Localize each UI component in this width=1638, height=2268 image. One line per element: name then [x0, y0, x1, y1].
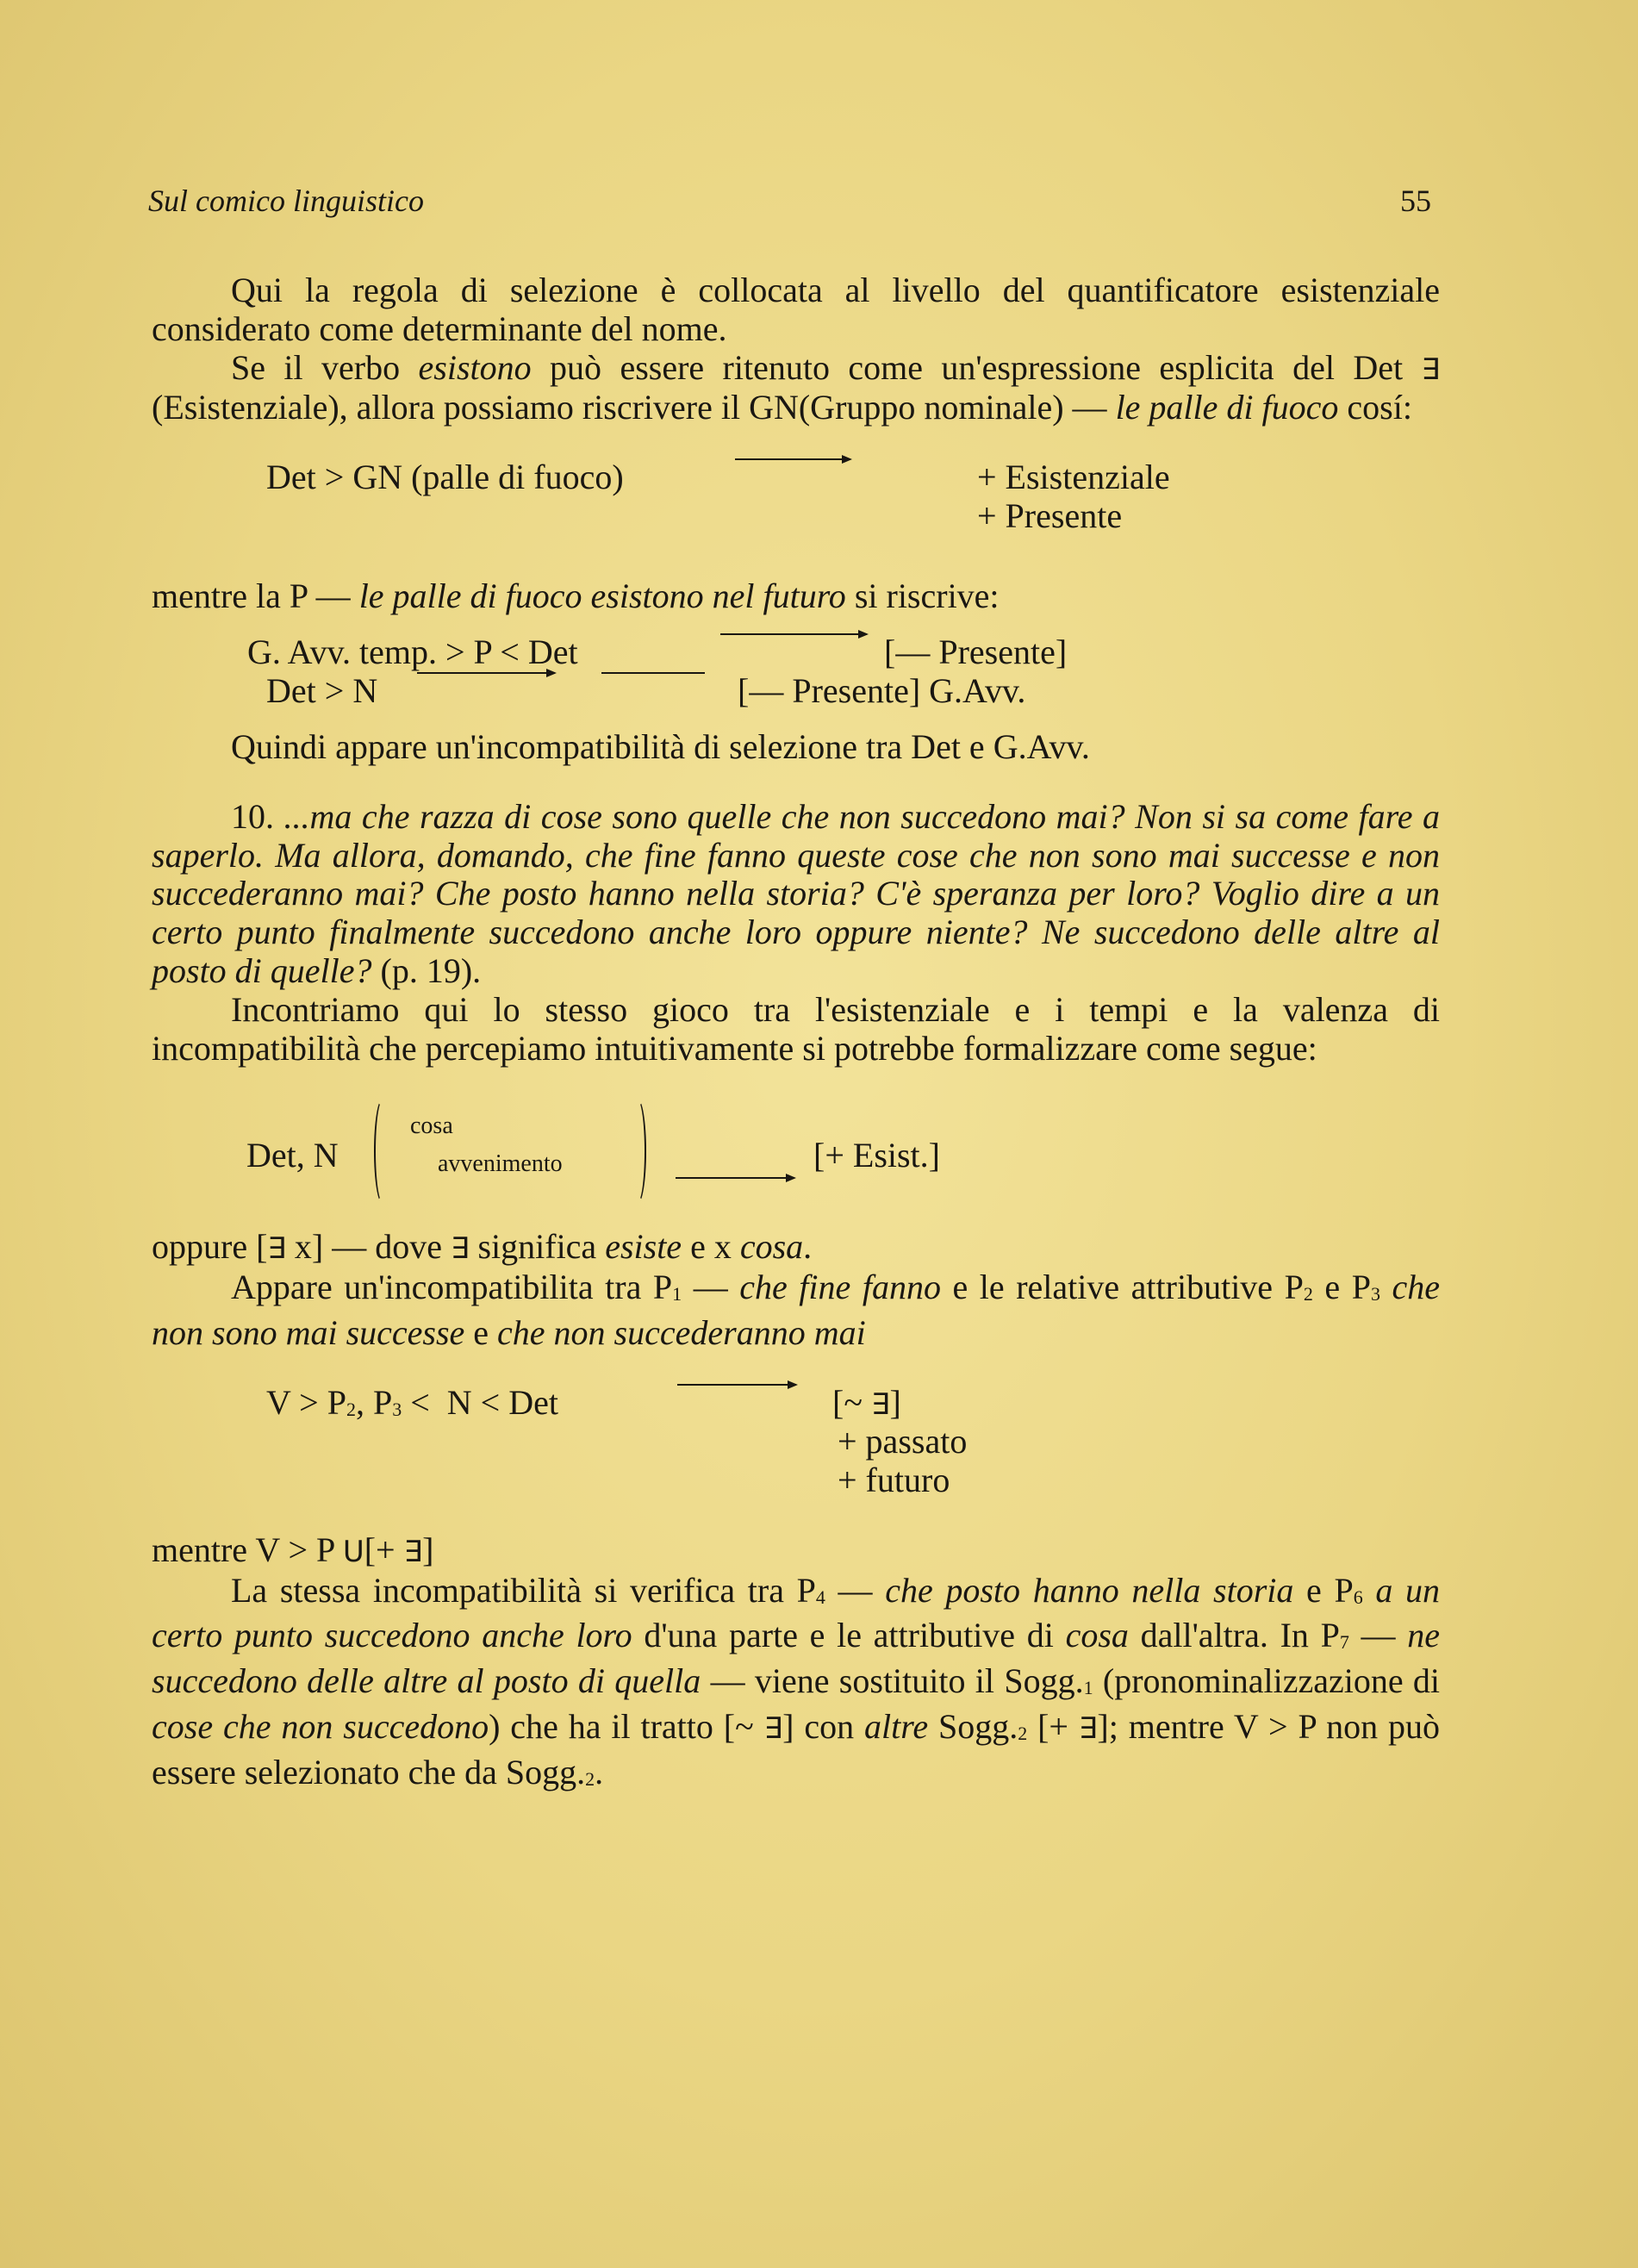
existential-symbol: ∃: [870, 1386, 890, 1422]
paragraph-5: 10. ...ma che razza di cose sono quelle che non succedono mai? Non si sa come fare a saperlo. Ma allora, domando, che fine fanno queste cose che non sono mai successe e non succederanno mai? Che posto hanno nella storia? C'è speranza per loro? Voglio dire a un certo punto finalmente succedono anche loro oppure niente? Ne succedono delle altre al posto di quelle? (p. 19).: [152, 796, 1441, 990]
formula-2-row-2-left: Det > N: [266, 670, 378, 710]
page-number: 55: [1400, 184, 1431, 218]
formula-2: [152, 633, 1440, 711]
paragraph-7: oppure [∃ x] — dove ∃ significa esiste e x cosa.: [152, 1227, 813, 1267]
paragraph-9: mentre V > P U[+ ∃]: [152, 1530, 434, 1569]
running-title: Sul comico linguistico: [148, 184, 424, 218]
paragraph-8: Appare un'incompatibilita tra P1 — che fine fanno e le relative attributive P2 e P3 che non sono mai successe e che non succederanno mai: [152, 1268, 1441, 1352]
formula-1: [152, 458, 1440, 536]
formula-4-right-1: [~ ∃]: [832, 1382, 901, 1422]
existential-symbol: ∃: [763, 1710, 783, 1746]
formula-2-row-1-left: G. Avv. temp. > P < Det: [247, 632, 578, 671]
existential-symbol: ∃: [450, 1231, 470, 1267]
formula-2-row-1-right: [— Presente]: [884, 632, 1068, 671]
quotation: ...ma che razza di cose sono quelle che non succedono mai? Non si sa come fare a saperlo. Ma allora, domando, che fine fanno queste cose che non sono mai successe e non succederanno mai? Che posto hanno nella storia? C'è speranza per loro? Voglio dire a un certo punto finalmente succedono anche loro oppure niente? Ne succedono delle altre al posto di quelle?: [152, 796, 1441, 990]
right-parenthesis: [629, 1099, 646, 1204]
formula-3: [152, 1099, 1440, 1211]
formula-3-left: Det, N: [246, 1136, 339, 1175]
formula-4: [152, 1384, 1440, 1500]
paragraph-1: Qui la regola di selezione è collocata al livello del quantificatore esistenziale considerato come determinante del nome.: [152, 271, 1440, 348]
paragraph-4: Quindi appare un'incompatibilità di selezione tra Det e G.Avv.: [231, 726, 1090, 766]
dash-line: [601, 672, 705, 674]
union-symbol: U: [342, 1534, 364, 1569]
left-parenthesis: [374, 1099, 391, 1204]
formula-2-row-2-right: [— Presente] G.Avv.: [738, 670, 1026, 710]
paragraph-3: mentre la P — le palle di fuoco esistono nel futuro si riscrive:: [152, 576, 1000, 616]
arrow: [720, 633, 867, 635]
formula-4-right-2: + passato: [838, 1421, 968, 1461]
formula-4-left: V > P2, P3 < N < Det: [266, 1382, 558, 1422]
page-body: [152, 271, 1440, 1799]
formula-3-top: cosa: [410, 1112, 453, 1140]
formula-4-right-3: + futuro: [838, 1460, 950, 1499]
paragraph-6: Incontriamo qui lo stesso gioco tra l'esistenziale e i tempi e la valenza di incompatibilità che percepiamo intuitivamente si potrebbe formalizzare come segue:: [152, 989, 1440, 1068]
arrow: [417, 672, 555, 674]
paragraph-10: La stessa incompatibilità si verifica tra P4 — che posto hanno nella storia e P6 a un certo punto succedono anche loro d'una parte e le attributive di cosa dall'altra. In P7 — ne succedono delle altre al posto di quella — viene sostituito il Sogg.1 (pronominalizzazione di cose che non succedono) che ha il tratto [~ ∃] con altre Sogg.2 [+ ∃]; mentre V > P non può essere selezionato che da Sogg.2.: [152, 1570, 1441, 1791]
arrow: [677, 1384, 796, 1386]
existential-symbol: ∃: [403, 1534, 423, 1569]
arrow: [735, 458, 850, 460]
existential-symbol: ∃: [1421, 352, 1440, 387]
formula-3-right: [+ Esist.]: [813, 1136, 940, 1175]
page-header: [148, 183, 1431, 226]
paragraph-2: Se il verbo esistono può essere ritenuto come un'espressione esplicita del Det ∃ (Esistenziale), allora possiamo riscrivere il GN(Gruppo nominale) — le palle di fuoco cosí:: [152, 347, 1440, 427]
formula-1-left: Det > GN (palle di fuoco): [266, 458, 624, 497]
formula-1-right-1: + Esistenziale: [977, 458, 1170, 497]
arrow: [676, 1177, 794, 1179]
existential-symbol: ∃: [267, 1231, 286, 1267]
existential-symbol: ∃: [1078, 1710, 1098, 1746]
formula-3-bottom: avvenimento: [438, 1150, 563, 1178]
formula-1-right-2: + Presente: [977, 496, 1123, 536]
